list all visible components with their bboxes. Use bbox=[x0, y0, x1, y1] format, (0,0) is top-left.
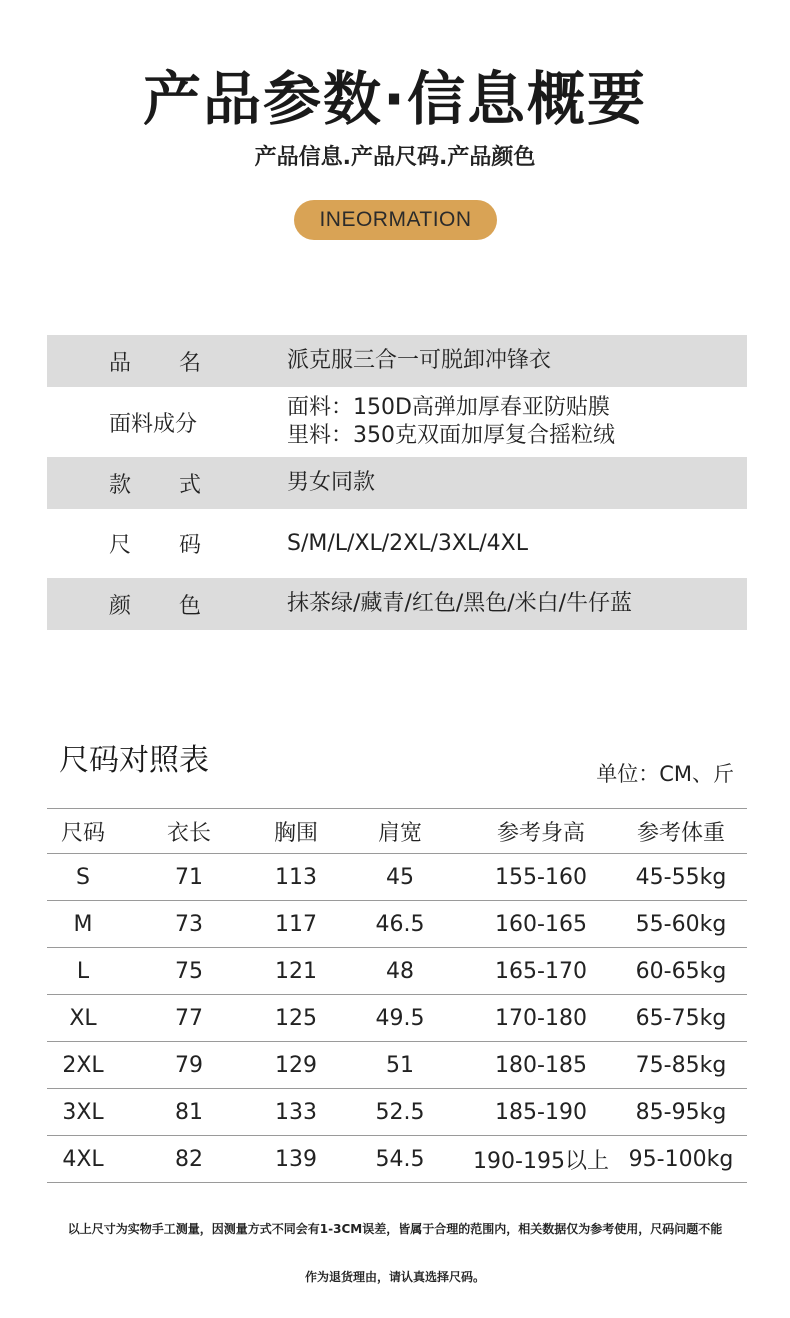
info-label: 尺 码 bbox=[109, 533, 202, 558]
disclaimer-note: 以上尺寸为实物手工测量，因测量方式不同会有1-3CM误差，皆属于合理的范围内，相关数据仅为参考使用，尺码问题不能 bbox=[67, 1222, 723, 1236]
table-cell: 71 bbox=[119, 854, 259, 901]
table-cell: 55-60kg bbox=[615, 901, 747, 948]
info-label: 颜 色 bbox=[109, 593, 202, 619]
table-cell: 95-100kg bbox=[615, 1136, 747, 1183]
info-value: S/M/L/XL/2XL/3XL/4XL bbox=[287, 530, 528, 556]
column-header: 衣长 bbox=[119, 809, 259, 854]
table-cell: 77 bbox=[119, 995, 259, 1042]
column-header: 胸围 bbox=[259, 809, 333, 854]
table-cell: 85-95kg bbox=[615, 1089, 747, 1136]
column-header: 肩宽 bbox=[333, 809, 467, 854]
info-value: 面料：150D高弹加厚春亚防贴膜 里料：350克双面加厚复合摇粒绒 bbox=[287, 395, 615, 448]
table-cell: 4XL bbox=[47, 1136, 119, 1183]
table-cell: 82 bbox=[119, 1136, 259, 1183]
info-value: 男女同款 bbox=[287, 470, 376, 495]
table-cell: 52.5 bbox=[333, 1089, 467, 1136]
info-value: 抹茶绿/藏青/红色/黑色/米白/牛仔蓝 bbox=[287, 591, 633, 616]
table-cell: L bbox=[47, 948, 119, 995]
table-cell: 75-85kg bbox=[615, 1042, 747, 1089]
table-cell: 54.5 bbox=[333, 1136, 467, 1183]
table-row bbox=[47, 995, 747, 1042]
table-cell: 117 bbox=[259, 901, 333, 948]
table-cell: 81 bbox=[119, 1089, 259, 1136]
table-cell: 60-65kg bbox=[615, 948, 747, 995]
table-cell: 165-170 bbox=[467, 948, 615, 995]
table-cell: M bbox=[47, 901, 119, 948]
page-subtitle: 产品信息.产品尺码.产品颜色 bbox=[254, 145, 536, 170]
table-cell: 2XL bbox=[47, 1042, 119, 1089]
info-row-fabric bbox=[47, 387, 747, 457]
info-label: 款 式 bbox=[109, 472, 202, 498]
table-cell: 160-165 bbox=[467, 901, 615, 948]
page-title: 产品参数·信息概要 bbox=[142, 65, 648, 133]
column-header: 参考身高 bbox=[467, 809, 615, 854]
table-cell: 73 bbox=[119, 901, 259, 948]
table-header-row bbox=[47, 809, 747, 854]
table-cell: 129 bbox=[259, 1042, 333, 1089]
table-cell: 121 bbox=[259, 948, 333, 995]
table-cell: 45-55kg bbox=[615, 854, 747, 901]
table-cell: 45 bbox=[333, 854, 467, 901]
table-cell: 113 bbox=[259, 854, 333, 901]
info-label: 面料成分 bbox=[109, 411, 198, 437]
table-row bbox=[47, 1042, 747, 1089]
table-cell: 3XL bbox=[47, 1089, 119, 1136]
information-badge: INEORMATION bbox=[294, 200, 497, 240]
table-cell: 190-195以上 bbox=[467, 1136, 615, 1183]
info-row-color bbox=[47, 578, 747, 630]
info-row-style bbox=[47, 457, 747, 509]
table-cell: 170-180 bbox=[467, 995, 615, 1042]
table-cell: XL bbox=[47, 995, 119, 1042]
table-cell: 75 bbox=[119, 948, 259, 995]
table-cell: 180-185 bbox=[467, 1042, 615, 1089]
table-cell: 155-160 bbox=[467, 854, 615, 901]
info-value: 派克服三合一可脱卸冲锋衣 bbox=[287, 348, 552, 373]
info-label: 品 名 bbox=[109, 350, 202, 376]
column-header: 参考体重 bbox=[615, 809, 747, 854]
table-cell: 79 bbox=[119, 1042, 259, 1089]
info-row-size bbox=[47, 509, 747, 578]
table-cell: 125 bbox=[259, 995, 333, 1042]
table-cell: S bbox=[47, 854, 119, 901]
product-info-table bbox=[47, 335, 747, 630]
size-chart-unit: 单位：CM、斤 bbox=[596, 762, 734, 786]
size-chart-title: 尺码对照表 bbox=[59, 743, 209, 778]
table-cell: 46.5 bbox=[333, 901, 467, 948]
table-row bbox=[47, 854, 747, 901]
info-row-name bbox=[47, 335, 747, 387]
table-cell: 48 bbox=[333, 948, 467, 995]
column-header: 尺码 bbox=[47, 809, 119, 854]
table-row bbox=[47, 1089, 747, 1136]
table-row bbox=[47, 948, 747, 995]
table-cell: 185-190 bbox=[467, 1089, 615, 1136]
size-chart-table bbox=[47, 808, 747, 1183]
table-cell: 51 bbox=[333, 1042, 467, 1089]
table-cell: 133 bbox=[259, 1089, 333, 1136]
table-cell: 139 bbox=[259, 1136, 333, 1183]
table-row bbox=[47, 901, 747, 948]
table-cell: 65-75kg bbox=[615, 995, 747, 1042]
disclaimer-note: 作为退货理由，请认真选择尺码。 bbox=[304, 1270, 485, 1284]
table-cell: 49.5 bbox=[333, 995, 467, 1042]
table-row bbox=[47, 1136, 747, 1183]
